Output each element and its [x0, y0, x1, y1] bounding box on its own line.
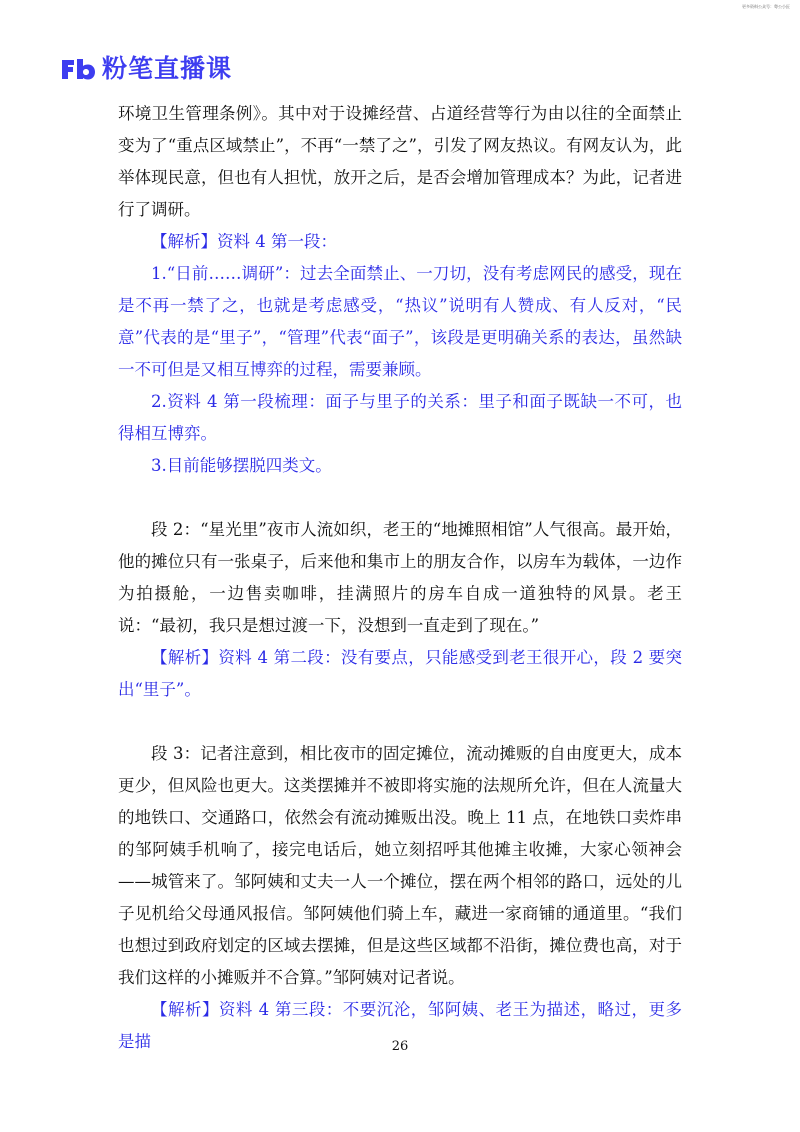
paragraph-spacer [118, 706, 682, 738]
analysis-paragraph: 2.资料 4 第一段梳理：面子与里子的关系：里子和面子既缺一不可，也得相互博弈。 [118, 392, 682, 443]
fb-logo-icon [60, 57, 96, 81]
top-note: 更多资料公众号：粤公小匠 [742, 4, 790, 9]
document-body [118, 98, 682, 1058]
material-paragraph: 环境卫生管理条例》。其中对于设摊经营、占道经营等行为由以往的全面禁止变为了“重点区域禁止”，不再“一禁了之”，引发了网友热议。有网友认为，此举体现民意，但也有人担忧，放开之后，是否会增加管理成本？为此，记者进行了调研。 [118, 104, 682, 219]
page-number: 26 [391, 1039, 409, 1054]
material-paragraph: 段 2：“星光里”夜市人流如织，老王的“地摊照相馆”人气很高。最开始，他的摊位只有一张桌子，后来他和集市上的朋友合作，以房车为载体，一边作为拍摄舱，一边售卖咖啡，挂满照片的房车自成一道独特的风景。老王说：“最初，我只是想过渡一下，没想到一直走到了现在。” [118, 520, 682, 635]
material-paragraph: 段 3：记者注意到，相比夜市的固定摊位，流动摊贩的自由度更大，成本更少，但风险也更大。这类摆摊并不被即将实施的法规所允许，但在人流量大的地铁口、交通路口，依然会有流动摊贩出没。晚上 11 点，在地铁口卖炸串的邹阿姨手机响了，接完电话后，她立刻招呼其他摊主收摊，大家心领神会——城管来了。邹阿姨和丈夫一人一个摊位，摆在两个相邻的路口，远处的儿子见机给父母通风报信。邹阿姨他们骑上车，藏进一家商铺的通道里。“我们也想过到政府划定的区域去摆摊，但是这些区域都不沿街，摊位费也高，对于我们这样的小摊贩并不合算。”邹阿姨对记者说。 [118, 744, 682, 987]
brand-logo [60, 56, 232, 82]
analysis-paragraph: 【解析】资料 4 第三段：不要沉沦，邹阿姨、老王为描述，略过，更多是描 [118, 1000, 682, 1051]
analysis-paragraph: 【解析】资料 4 第二段：没有要点，只能感受到老王很开心，段 2 要突出“里子”。 [118, 648, 682, 699]
paragraph-spacer [118, 482, 682, 514]
analysis-paragraph: 【解析】资料 4 第一段： [151, 232, 337, 251]
brand-name: 粉笔直播课 [102, 54, 233, 83]
analysis-paragraph: 1.“日前……调研”：过去全面禁止、一刀切，没有考虑网民的感受，现在是不再一禁了之，也就是考虑感受，“热议”说明有人赞成、有人反对，“民意”代表的是“里子”，“管理”代表“面子”，该段是更明确关系的表达，虽然缺一不可但是又相互博弈的过程，需要兼顾。 [118, 264, 682, 379]
analysis-paragraph: 3.目前能够摆脱四类文。 [151, 456, 332, 475]
